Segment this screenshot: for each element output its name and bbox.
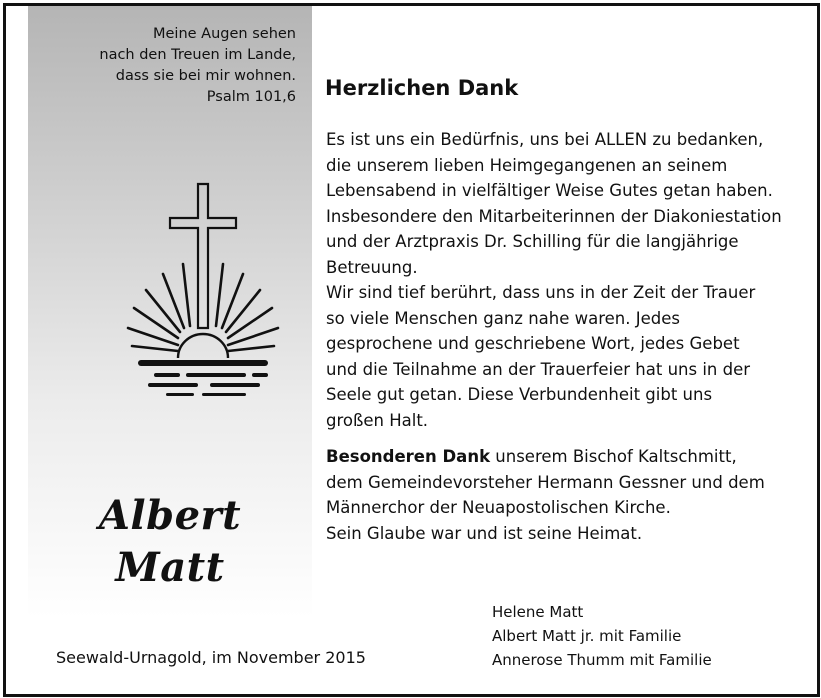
body-line: und der Arztpraxis Dr. Schilling für die langjährige bbox=[326, 232, 739, 251]
body-line: Wir sind tief berührt, dass uns in der Zeit der Trauer bbox=[326, 283, 756, 302]
place-date: Seewald-Urnagold, im November 2015 bbox=[56, 648, 366, 667]
body-line: und die Teilnahme an der Trauerfeier hat uns in der bbox=[326, 359, 751, 379]
cross-sunrise-icon bbox=[118, 178, 288, 400]
body-line: Männerchor der Neuapostolischen Kirche. bbox=[326, 498, 671, 517]
body-line: dem Gemeindevorsteher Hermann Gessner und dem bbox=[326, 472, 765, 492]
body-line: Betreuung. bbox=[326, 257, 418, 277]
body-line: Es ist uns ein Bedürfnis, uns bei ALLEN zu bedanken, bbox=[326, 130, 764, 149]
body-line-special-thanks bbox=[326, 444, 782, 470]
body-line: Seele gut getan. Diese Verbundenheit gibt uns bbox=[326, 385, 713, 404]
deceased-last-name: Matt bbox=[115, 544, 225, 591]
water-lines bbox=[138, 360, 268, 396]
signer: Annerose Thumm mit Familie bbox=[492, 651, 712, 669]
verse-line: dass sie bei mir wohnen. bbox=[115, 68, 296, 84]
signers-list bbox=[492, 600, 712, 672]
verse-line: nach den Treuen im Lande, bbox=[99, 47, 296, 63]
signer: Albert Matt jr. mit Familie bbox=[492, 627, 682, 645]
body-line: großen Halt. bbox=[326, 410, 429, 430]
verse-line: Meine Augen sehen bbox=[153, 26, 296, 42]
bible-verse bbox=[99, 24, 296, 108]
sun-rays bbox=[128, 264, 278, 351]
body-line-rest: unserem Bischof Kaltschmitt, bbox=[490, 447, 737, 466]
body-line: gesprochene und geschriebene Wort, jedes Gebet bbox=[326, 334, 740, 353]
verse-reference: Psalm 101,6 bbox=[206, 89, 296, 105]
body-line: die unserem lieben Heimgegangenen an seinem bbox=[326, 155, 728, 175]
body-line: so viele Menschen ganz nahe waren. Jedes bbox=[326, 308, 680, 328]
cross-icon bbox=[170, 184, 236, 328]
special-thanks-label: Besonderen Dank bbox=[326, 447, 491, 466]
body-line: Insbesondere den Mitarbeiterinnen der Diakoniestation bbox=[326, 206, 782, 226]
left-panel bbox=[28, 6, 312, 618]
body-line: Lebensabend in vielfältiger Weise Gutes getan haben. bbox=[326, 181, 773, 200]
signer: Helene Matt bbox=[492, 603, 584, 621]
body-line: Sein Glaube war und ist seine Heimat. bbox=[326, 523, 643, 543]
notice-body bbox=[326, 127, 782, 546]
sun-arc bbox=[178, 334, 228, 358]
notice-heading: Herzlichen Dank bbox=[325, 76, 519, 100]
deceased-first-name: Albert bbox=[98, 492, 242, 539]
